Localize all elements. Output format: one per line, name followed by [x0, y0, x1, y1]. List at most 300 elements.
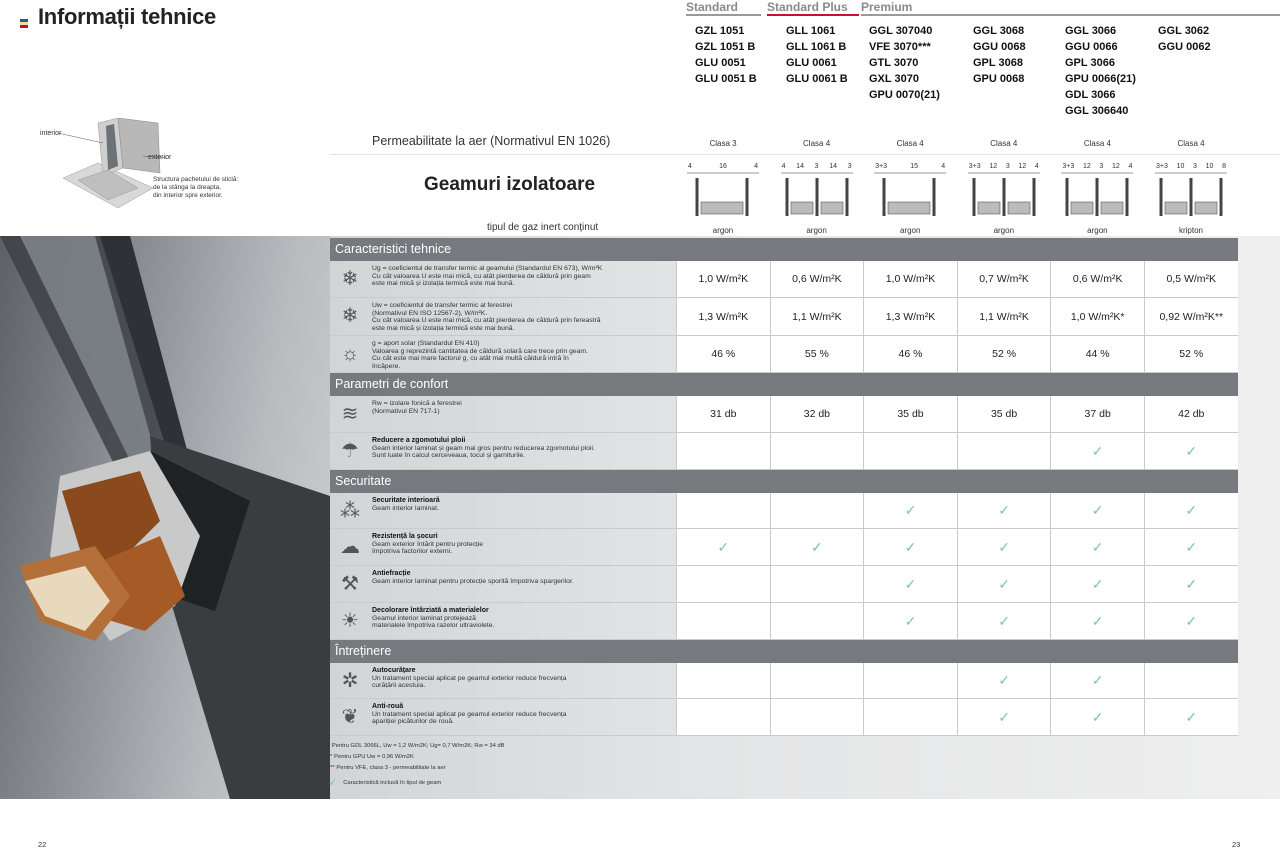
pane-dim: 3 [1099, 163, 1104, 170]
sun-icon: ☼ [340, 343, 360, 365]
model-code: GPL 3068 [973, 57, 1023, 69]
model-code: GGU 0068 [973, 41, 1026, 53]
cell-value: 46 % [711, 348, 736, 360]
glazing-title: Geamuri izolatoare [424, 174, 596, 195]
table-cell [957, 261, 1051, 297]
table-cell [770, 336, 864, 372]
model-code: GPU 0070(21) [869, 89, 940, 101]
diagram-caption-line: din interior spre exterior. [153, 192, 223, 199]
row-description-line: Uw = coeficientul de transfer termic al ferestrei [372, 302, 512, 309]
table-cell [1144, 261, 1238, 297]
table-row [330, 298, 1238, 336]
table-cell [1144, 396, 1238, 432]
model-code: GZL 1051 [695, 25, 745, 37]
table-cell [1050, 699, 1144, 735]
model-code: GPU 0066(21) [1065, 73, 1136, 85]
row-description [366, 302, 601, 332]
hammer-icon: ⚒ [341, 573, 359, 595]
spacer [1008, 202, 1030, 214]
check-icon: ✓ [1185, 442, 1198, 459]
row-description [366, 703, 567, 726]
pane-dims [966, 163, 1042, 170]
laminated-glass-icon: ⁂ [340, 500, 360, 522]
glass-pane [972, 178, 975, 216]
table-cell [863, 529, 957, 565]
row-description-line: Geam interior laminat. [372, 504, 439, 512]
model-code: GPU 0068 [973, 73, 1025, 85]
glass-structure-diagram [38, 118, 298, 218]
row-description-line: Geam exterior întărit pentru protecție [372, 540, 484, 548]
glass-pane [746, 178, 749, 216]
air-class-value: Clasa 4 [990, 139, 1018, 148]
pane-dim: 8 [1222, 163, 1226, 170]
glass-panes-drawing [872, 170, 948, 220]
diagram-caption [153, 176, 238, 200]
pane-dim: 10 [1205, 163, 1214, 170]
model-code: GLU 0061 [786, 57, 837, 69]
glass-panes-drawing [779, 170, 855, 220]
pane-dim: 4 [941, 163, 946, 170]
table-cell [1050, 663, 1144, 698]
pane-diagram [1059, 163, 1135, 223]
spacer [791, 202, 813, 214]
pane-dim: 15 [910, 163, 919, 170]
air-class-value: Clasa 4 [1177, 139, 1205, 148]
gas-value: argon [899, 226, 921, 235]
glass-pane [1220, 178, 1223, 216]
row-description-line: încăpere. [372, 362, 401, 370]
check-icon: ✓ [1091, 575, 1104, 592]
row-description-line: este mai mică și izolația termică este mai bună. [372, 324, 515, 332]
check-icon: ✓ [1185, 708, 1198, 725]
table-cell [770, 566, 864, 602]
gas-label: tipul de gaz inert conținut [487, 222, 599, 233]
row-description-line: (Normativul EN 717-1) [372, 407, 440, 415]
glass-pane [933, 178, 936, 216]
glass-pane [696, 178, 699, 216]
pane-diagram [685, 163, 761, 223]
model-column [973, 23, 1026, 87]
table-cell [770, 261, 864, 297]
cell-value: 1,1 W/m²K [979, 310, 1029, 323]
check-icon: ✓ [811, 538, 823, 555]
table-cell [676, 663, 770, 698]
table-cell [676, 261, 770, 297]
table-row [330, 699, 1238, 736]
cell-value: 42 db [1178, 408, 1205, 420]
row-description-line: curățării acestuia. [372, 682, 426, 690]
spacer [1165, 202, 1187, 214]
table-cell [1144, 433, 1238, 469]
table-cell [1050, 298, 1144, 335]
model-column [1065, 23, 1136, 119]
table-row [330, 493, 1238, 529]
check-icon: ✓ [998, 575, 1010, 592]
row-label [330, 603, 676, 639]
table-cell [770, 493, 864, 528]
row-description [366, 437, 595, 460]
category-standard-plus [767, 0, 859, 18]
footnote: ** Pentru GPU Uw = 0,96 W/m2K [328, 754, 414, 760]
legend-text: Caracteristică inclusă în tipul de geam [343, 780, 442, 786]
row-title: Securitate interioară [372, 497, 440, 504]
interior-label: interior [40, 130, 62, 137]
cell-value: 0,92 W/m²K** [1159, 310, 1224, 323]
row-label [330, 699, 676, 735]
category-premium [861, 0, 1280, 18]
row-description [366, 667, 567, 690]
row-description-line: Rw = izolare fonică a ferestrei [372, 400, 462, 407]
model-code: GGU 0066 [1065, 41, 1118, 53]
row-title: Autocurățare [372, 667, 416, 674]
check-icon: ✓ [904, 575, 917, 592]
check-icon: ✓ [998, 502, 1010, 518]
table-cell [957, 603, 1051, 639]
row-description-line: g = aport solar (Standardul EN 410) [372, 340, 480, 347]
row-title: Rezistență la șocuri [372, 533, 438, 540]
cell-value: 35 db [897, 408, 924, 420]
pane-dim: 12 [1111, 163, 1120, 170]
table-cell [1144, 699, 1238, 735]
check-icon: ✓ [998, 538, 1010, 555]
spacer [701, 202, 743, 214]
row-description-line: Sunt luate în calcul cerceveaua, tocul și garniturile. [372, 452, 526, 460]
glass-pane [1002, 178, 1005, 216]
section-header: Securitate [330, 470, 1238, 493]
glass-panes-drawing [685, 170, 761, 220]
table-cell [863, 663, 957, 698]
table-cell [676, 298, 770, 335]
pane-dim: 14 [829, 163, 838, 170]
check-icon: ✓ [998, 708, 1010, 725]
cell-value: 31 db [710, 408, 737, 420]
table-cell [676, 493, 770, 528]
row-description [366, 497, 440, 512]
table-cell [676, 603, 770, 639]
row-description-line: Cu cât este mai mare factorul g, cu atât mai multă căldură intră în [372, 355, 569, 363]
row-description-line: Cu cât valoarea U este mai mică, cu atât pierderea de căldură prin fereastră [372, 317, 601, 325]
row-description-line: Geamul interior laminat protejează [372, 614, 476, 622]
check-icon: ✓ [1091, 672, 1104, 688]
pane-dim: 3+3 [968, 163, 981, 170]
row-label [330, 493, 676, 528]
air-class-value: Clasa 4 [803, 139, 831, 148]
model-code: GLL 1061 B [786, 41, 847, 53]
table-cell [770, 699, 864, 735]
section-header: Caracteristici tehnice [330, 238, 1238, 261]
table-cell [957, 699, 1051, 735]
model-code: GGL 3062 [1158, 25, 1210, 37]
cell-value: 46 % [898, 348, 923, 360]
pane-dim: 3+3 [1062, 163, 1075, 170]
row-description [366, 340, 588, 370]
cell-value: 1,3 W/m²K [885, 310, 936, 323]
table-cell [863, 699, 957, 735]
model-code: GDL 3066 [1065, 89, 1116, 101]
pane-dim: 3 [1193, 163, 1197, 170]
model-code: GXL 3070 [869, 73, 919, 85]
table-cell [1050, 261, 1144, 297]
row-description [366, 400, 462, 415]
table-cell [1050, 493, 1144, 528]
model-code: GGL 306640 [1065, 105, 1129, 117]
category-standard-plus-line [767, 14, 859, 16]
footnotes [328, 741, 505, 789]
cell-value: 0,5 W/m²K [1166, 273, 1217, 285]
cell-value: 1,3 W/m²K [698, 310, 749, 323]
table-cell [1144, 336, 1238, 372]
cell-value: 1,0 W/m²K [885, 273, 936, 285]
pane-diagram [966, 163, 1042, 223]
cell-value: 1,1 W/m²K [792, 310, 842, 323]
row-label [330, 566, 676, 602]
pane-dim: 16 [719, 163, 727, 170]
table-row [330, 336, 1238, 373]
table-cell [1050, 396, 1144, 432]
glass-pane [883, 178, 886, 216]
model-code: GLU 0051 [695, 57, 746, 69]
gas-value: argon [993, 226, 1015, 235]
footnote: * Pentru GDL 3066L, Uw = 1,2 W/m2K; Ug= 0,7 W/m2K; Rw = 34 dB [328, 743, 505, 749]
row-label [330, 261, 676, 297]
category-standard [686, 0, 761, 18]
pane-dims [1059, 163, 1135, 170]
spacer [1101, 202, 1123, 214]
model-column [1158, 23, 1211, 55]
row-description [366, 570, 574, 585]
page-number-left: 22 [38, 840, 47, 849]
legend [328, 778, 505, 789]
check-icon: ✓ [904, 612, 917, 629]
row-label [330, 336, 676, 372]
row-title: Reducere a zgomotului ploii [372, 437, 466, 444]
pane-dims [685, 163, 761, 170]
section-header: Întreținere [330, 640, 1238, 663]
pane-dims [872, 163, 948, 170]
pane-dim: 12 [1082, 163, 1091, 170]
table-cell [676, 566, 770, 602]
pane-dims [1153, 163, 1229, 170]
table-cell [1050, 603, 1144, 639]
pane-dim: 4 [781, 163, 786, 170]
table-cell [957, 336, 1051, 372]
glass-pane [1096, 178, 1099, 216]
table-cell [1144, 603, 1238, 639]
row-description-line: (Normativul EN ISO 12567-2), W/m²K. [372, 309, 488, 317]
row-description-line: împotriva factorilor externi. [372, 548, 453, 556]
glass-panes-drawing [966, 170, 1042, 220]
air-permeability-label: Permeabilitate la aer (Normativul EN 1026) [372, 134, 611, 148]
category-standard-label: Standard [686, 0, 739, 14]
table-row [330, 261, 1238, 298]
glass-pane [1066, 178, 1069, 216]
cell-value: 1,0 W/m²K* [1070, 310, 1125, 323]
self-cleaning-icon: ✲ [341, 670, 359, 692]
glass-pane [1160, 178, 1163, 216]
table-cell [863, 603, 957, 639]
cell-value: 0,6 W/m²K [792, 273, 842, 285]
check-icon: ✓ [717, 538, 730, 555]
check-icon: ✓ [1091, 442, 1104, 459]
row-description-line: Geam interior laminat și geam mai gros pentru reducerea zgomotului ploii. [372, 444, 595, 452]
cell-value: 52 % [1179, 348, 1204, 360]
pane-dim: 3+3 [875, 163, 888, 170]
table-cell [1050, 566, 1144, 602]
cell-value: 0,7 W/m²K [979, 273, 1029, 285]
model-code: GGL 307040 [869, 25, 933, 37]
cell-value: 35 db [990, 408, 1018, 420]
cell-value: 32 db [803, 408, 831, 420]
table-cell [957, 396, 1051, 432]
cell-value: 55 % [804, 348, 829, 360]
row-label [330, 663, 676, 698]
glass-pane [785, 178, 788, 216]
cell-value: 44 % [1085, 348, 1110, 360]
table-cell [957, 298, 1051, 335]
row-description-line: apariției picăturilor de rouă. [372, 718, 454, 726]
glass-pane [1190, 178, 1193, 216]
row-description [366, 533, 483, 556]
snowflake-thermometer-icon: ❄ [341, 268, 359, 290]
divider [330, 154, 1280, 155]
model-code: GLL 1061 [786, 25, 836, 37]
model-column [695, 23, 757, 87]
spacer [1071, 202, 1093, 214]
row-description-line: materialele împotriva razelor ultraviolete. [372, 622, 495, 630]
model-code: GLU 0051 B [695, 73, 757, 85]
table-cell [863, 566, 957, 602]
pane-diagram [1153, 163, 1229, 223]
glass-panes-drawing [1153, 170, 1229, 220]
row-description-line: Ug = coeficientul de transfer termic al geamului (Standardul EN 673), W/m²K [372, 265, 603, 272]
table-cell [676, 433, 770, 469]
table-cell [957, 663, 1051, 698]
table-cell [676, 529, 770, 565]
row-label [330, 529, 676, 565]
glass-panes-drawing [1059, 170, 1135, 220]
row-description-line: este mai mică și izolația termică este mai bună. [372, 280, 515, 288]
uv-sun-icon: ☀ [341, 610, 359, 632]
cell-value: 37 db [1084, 408, 1111, 420]
row-description-line: Un tratament special aplicat pe geamul exterior reduce frecvența [372, 710, 567, 718]
check-icon: ✓ [1091, 538, 1104, 555]
gas-value: kripton [1178, 226, 1203, 235]
table-cell [1144, 566, 1238, 602]
window-section-photo [0, 236, 330, 799]
row-title: Decolorare întârziată a materialelor [372, 607, 489, 614]
row-label [330, 298, 676, 335]
pane-dim: 3 [1005, 163, 1010, 170]
pane-dim: 3+3 [1156, 163, 1168, 170]
pane-diagram [872, 163, 948, 223]
row-description-line: Geam interior laminat pentru protecție sporită împotriva spargerilor. [372, 577, 574, 585]
model-code: GGL 3066 [1065, 25, 1117, 37]
gas-value: argon [712, 226, 734, 235]
pane-dim: 3 [814, 163, 819, 170]
glass-pane [1126, 178, 1129, 216]
spacer [821, 202, 843, 214]
cell-value: 0,6 W/m²K [1072, 273, 1123, 285]
table-cell [1144, 493, 1238, 528]
page-number-right: 23 [1232, 840, 1241, 849]
pane-dim: 12 [989, 163, 998, 170]
check-icon: ✓ [998, 612, 1010, 629]
technical-table [330, 238, 1238, 736]
check-icon: ✓ [904, 502, 917, 518]
diagram-caption-line: Structura pachetului de sticlă: [153, 176, 239, 183]
row-description-line: Un tratament special aplicat pe geamul exterior reduce frecvența [372, 674, 567, 682]
table-cell [770, 663, 864, 698]
check-icon: ✓ [328, 777, 338, 789]
model-code: GPL 3066 [1065, 57, 1115, 69]
check-icon: ✓ [1091, 502, 1104, 518]
row-description [366, 607, 494, 630]
row-title: Anti-rouă [372, 703, 404, 710]
model-code: GZL 1051 B [695, 41, 756, 53]
air-class-value: Clasa 3 [709, 139, 737, 148]
table-cell [1050, 336, 1144, 372]
check-icon: ✓ [1091, 612, 1104, 629]
table-cell [957, 493, 1051, 528]
table-cell [863, 433, 957, 469]
table-row [330, 529, 1238, 566]
glass-pane [1032, 178, 1035, 216]
table-cell [957, 433, 1051, 469]
hail-icon: ☁ [340, 536, 360, 558]
model-code: GGL 3068 [973, 25, 1025, 37]
rain-noise-icon: ☂ [341, 440, 359, 462]
category-standard-line [686, 14, 761, 16]
pane-dim: 4 [1128, 163, 1133, 170]
table-cell [1144, 663, 1238, 698]
table-cell [770, 603, 864, 639]
gas-value: argon [1087, 226, 1108, 235]
check-icon: ✓ [1091, 708, 1104, 725]
anti-dew-icon: ❦ [341, 706, 359, 728]
glass-pane [845, 178, 848, 216]
pane-dim: 12 [1018, 163, 1027, 170]
exterior-label: exterior [148, 154, 172, 161]
model-column [786, 23, 848, 87]
check-icon: ✓ [904, 538, 917, 555]
gas-value: argon [806, 226, 827, 235]
section-header: Parametri de confort [330, 373, 1238, 396]
spacer [888, 202, 930, 214]
table-cell [1050, 529, 1144, 565]
table-cell [1144, 529, 1238, 565]
table-cell [676, 336, 770, 372]
pane-dims [779, 163, 855, 170]
table-cell [770, 298, 864, 335]
model-code: GTL 3070 [869, 57, 919, 69]
air-class-value: Clasa 4 [896, 139, 924, 148]
check-icon: ✓ [1185, 612, 1198, 629]
table-cell [863, 396, 957, 432]
cell-value: 1,0 W/m²K [698, 273, 749, 285]
row-label [330, 396, 676, 432]
snowflake-thermometer-icon: ❄ [341, 305, 359, 327]
check-icon: ✓ [1185, 538, 1198, 555]
table-cell [957, 529, 1051, 565]
model-column [869, 23, 940, 103]
pane-dim: 4 [1034, 163, 1039, 170]
row-description-line: Cu cât valoarea U este mai mică, cu atât pierderea de căldură prin geam [372, 272, 591, 280]
category-premium-line [861, 14, 1280, 16]
flag-icon [20, 19, 28, 28]
category-premium-label: Premium [861, 0, 913, 14]
check-icon: ✓ [1185, 502, 1198, 518]
pane-dim: 14 [796, 163, 804, 170]
